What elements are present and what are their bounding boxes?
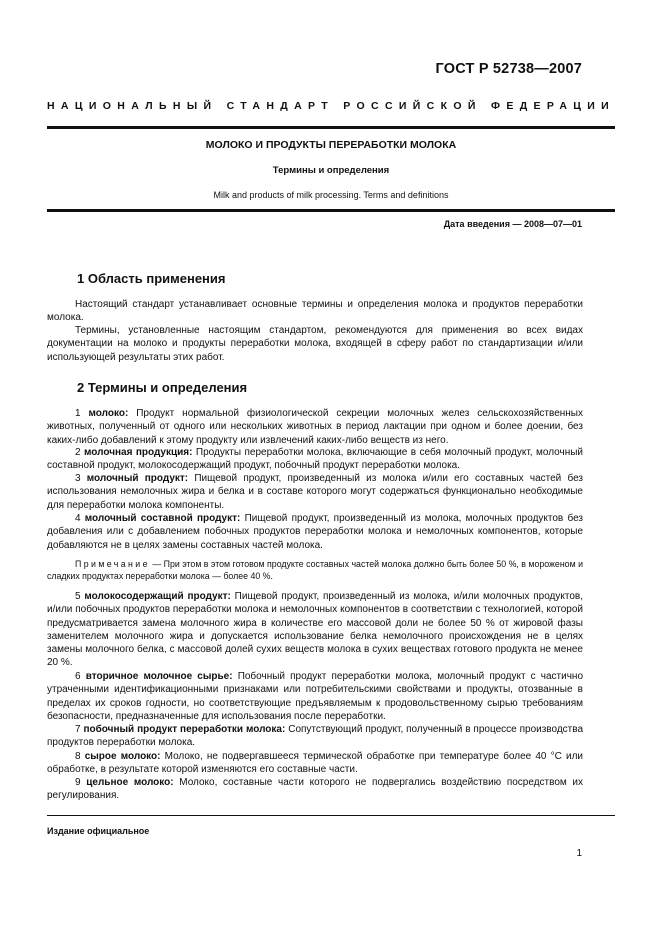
term-entry-9	[47, 776, 583, 803]
term-entry-3	[47, 472, 583, 512]
term-name: цельное молоко:	[86, 777, 174, 788]
term-number: 9	[75, 777, 81, 788]
term-entry-6	[47, 670, 583, 723]
official-edition-label: Издание официальное	[47, 826, 150, 836]
term-name: молочный продукт:	[86, 473, 189, 484]
term-entry-1	[47, 407, 583, 447]
document-title: МОЛОКО И ПРОДУКТЫ ПЕРЕРАБОТКИ МОЛОКА	[205, 139, 457, 151]
term-entry-4	[47, 512, 583, 552]
term-entry-8	[47, 750, 583, 777]
section-1-paragraph-1: Настоящий стандарт устанавливает основные термины и определения молока и продуктов переработки молока.	[47, 299, 583, 324]
note-label: Примечание	[75, 559, 150, 569]
introduction-date: Дата введения — 2008—07—01	[443, 219, 582, 229]
term-name: молоко:	[88, 408, 129, 419]
term-name: сырое молоко:	[84, 751, 161, 762]
term-name: молочная продукция:	[83, 447, 193, 458]
national-standard-heading: НАЦИОНАЛЬНЫЙ СТАНДАРТ РОССИЙСКОЙ ФЕДЕРАЦИИ	[47, 100, 616, 112]
term-definition: Побочный продукт переработки молока, молочный продукт с частично утраченными идентификационными признаками или потребительскими свойствами и продукты, отозванные в пределах их сроков годности, но соответствующие предъявляемым к продовольственному сырью требованиям безопасности, предназначенные для использования после переработки.	[47, 671, 584, 722]
term-definition: Молоко, не подвергавшееся термической обработке при температуре более 40 °С или обработке, в результате которой изменяются его составные части.	[47, 751, 583, 776]
term-definition: Сопутствующий продукт, полученный в процессе производства продуктов переработки молока.	[47, 724, 584, 749]
english-title: Milk and products of milk processing. Terms and definitions	[213, 190, 449, 200]
term-number: 8	[75, 751, 81, 762]
term-definition: Продукты переработки молока, включающие в себя молочный продукт, молочный составной продукт, молокосодержащий продукт, побочный продукт переработки молока.	[47, 447, 584, 472]
section-1-heading: 1 Область применения	[77, 271, 226, 286]
term-name: молокосодержащий продукт:	[84, 591, 231, 602]
footer-rule	[47, 815, 615, 816]
term-definition: Продукт нормальной физиологической секреции молочных желез сельскохозяйственных животных, полученный от одного или нескольких животных в период лактации при одном и более доении, без каких-либо добавлений к этому продукту или извлечений каких-либо веществ из него.	[47, 408, 583, 446]
document-subtitle: Термины и определения	[272, 165, 390, 176]
term-definition: Пищевой продукт, произведенный из молока и/или его составных частей без использования немолочных жира и белка и в составе которого могут содержаться функционально необходимые для переработки молока компоненты.	[47, 473, 584, 511]
term-name: побочный продукт переработки молока:	[83, 724, 286, 735]
note	[47, 558, 583, 583]
term-name: молочный составной продукт:	[84, 513, 241, 524]
top-rule	[47, 126, 615, 129]
term-name: вторичное молочное сырье:	[85, 671, 233, 682]
term-entry-5	[47, 590, 583, 670]
term-number: 3	[75, 473, 81, 484]
section-1-paragraph-2: Термины, установленные настоящим стандартом, рекомендуются для применения во всех видах документации на молоко и продукты переработки молока, входящей в сферу работ по стандартизации и/или использующей результаты этих работ.	[47, 325, 583, 363]
term-entry-7	[47, 723, 583, 750]
note-text: — При этом в этом готовом продукте составных частей молока должно быть более 50 %, в мороженом и сладких продуктах переработки молока — более 40 %.	[47, 559, 583, 582]
term-definition: Пищевой продукт, произведенный из молока, молочных продуктов без добавления или с добавлением побочных продуктов переработки молока и немолочных компонентов, которые добавляются не в целях замены составных частей молока.	[47, 513, 583, 551]
term-entry-2	[47, 446, 583, 473]
section-2-heading: 2 Термины и определения	[77, 380, 248, 395]
term-number: 1	[75, 408, 81, 419]
term-number: 4	[75, 513, 81, 524]
page-number: 1	[576, 848, 582, 859]
term-number: 7	[75, 724, 81, 735]
term-definition: Молоко, составные части которого не подвергались воздействию посредством их регулирования.	[47, 777, 584, 802]
term-number: 2	[75, 447, 81, 458]
term-number: 6	[75, 671, 81, 682]
title-bottom-rule	[47, 209, 615, 212]
term-number: 5	[75, 591, 81, 602]
term-definition: Пищевой продукт, произведенный из молока, и/или молочных продуктов, и/или побочных продуктов переработки молока и немолочных компонентов в соответствии с технологией, которой предусматривается замена молочного жира в количестве его массовой доли не более 50 % от жировой фазы заменителем молочного жира и допускается использование белка немолочного происхождения не в целях замены молочного белка, с массовой долей сухих веществ молока в сухих веществах готового продукта не менее 20 %.	[47, 591, 583, 669]
gost-number: ГОСТ Р 52738—2007	[435, 61, 582, 77]
